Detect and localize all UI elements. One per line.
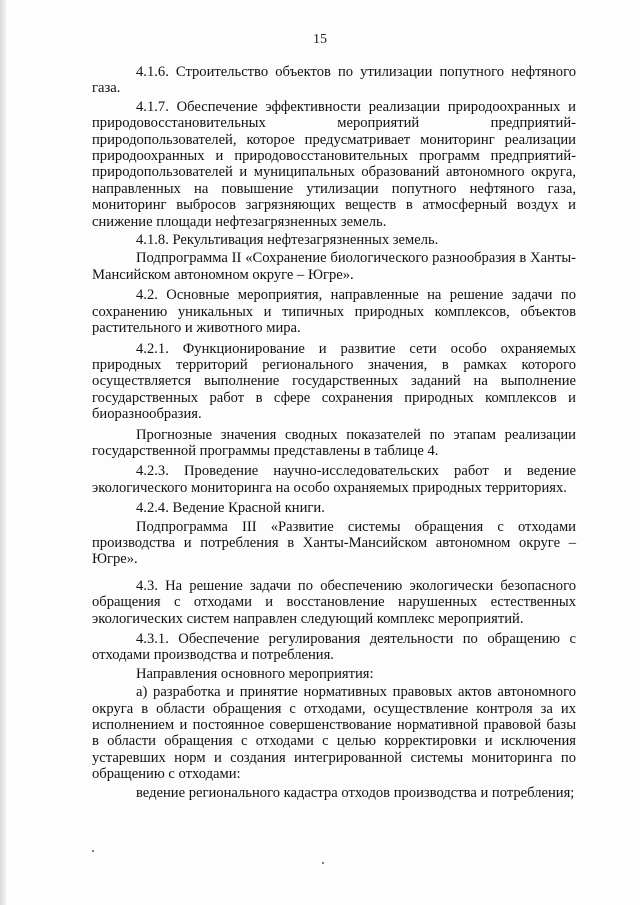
- paragraph-4-3-1: 4.3.1. Обеспечение регулирования деятельности по обращению с отходами производства и потребления.: [92, 631, 576, 664]
- page-number: 15: [313, 32, 327, 47]
- paragraph-subprogram-2: Подпрограмма II «Сохранение биологического разнообразия в Ханты-Мансийском автономном округе – Югре».: [92, 250, 576, 283]
- paragraph-subprogram-3: Подпрограмма III «Развитие системы обращения с отходами производства и потребления в Ханты-Мансийском автономном округе – Югре».: [92, 518, 576, 568]
- paragraph-item-a: а) разработка и принятие нормативных правовых актов автономного округа в области обращения с отходами, осуществление контроля за их исполнением и постоянное совершенствование нормативной правовой базы в области обращения с отходами с целью корректировки и исключения устаревших норм и создания интегрированной системы мониторинга по обращению с отходами:: [92, 684, 576, 783]
- paragraph-directions: Направления основного мероприятия:: [136, 665, 374, 682]
- paragraph-forecast-values: Прогнозные значения сводных показателей по этапам реализации государственной программы представлены в таблице 4.: [92, 426, 576, 459]
- document-body: [92, 64, 576, 803]
- paragraph-4-2-4: 4.2.4. Ведение Красной книги.: [136, 500, 325, 517]
- paragraph-cadastre: ведение регионального кадастра отходов производства и потребления;: [136, 784, 575, 801]
- paragraph-4-2-3: 4.2.3. Проведение научно-исследовательских работ и ведение экологического мониторинга на особо охраняемых природных территориях.: [92, 463, 576, 496]
- scan-edge-shadow: [0, 0, 6, 905]
- paragraph-4-1-6: 4.1.6. Строительство объектов по утилизации попутного нефтяного газа.: [92, 64, 576, 97]
- paragraph-4-3: 4.3. На решение задачи по обеспечению экологически безопасного обращения с отходами и восстановление нарушенных естественных экологических систем направлен следующий комплекс мероприятий.: [92, 577, 576, 627]
- paragraph-4-2-1: 4.2.1. Функционирование и развитие сети особо охраняемых природных территорий регионального значения, в рамках которого осуществляется выполнение государственных заданий на выполнение государственных работ в сфере сохранения природных комплексов и биоразнообразия.: [92, 340, 576, 423]
- paragraph-4-2: 4.2. Основные мероприятия, направленные на решение задачи по сохранению уникальных и типичных природных комплексов, объектов растительного и животного мира.: [92, 287, 576, 337]
- paragraph-4-1-8: 4.1.8. Рекультивация нефтезагрязненных земель.: [136, 232, 439, 249]
- paragraph-4-1-7: 4.1.7. Обеспечение эффективности реализации природоохранных и природовосстановительных мероприятий предприятий-природопользователей, которое предусматривает мониторинг реализации природоохранных и природовосстановительных программ предприятий-природопользователей и муниципальных образований автономного округа, направленных на повышение утилизации попутного нефтяного газа, мониторинг выбросов загрязняющих веществ в атмосферный воздух и снижение площади нефтезагрязненных земель.: [92, 98, 576, 230]
